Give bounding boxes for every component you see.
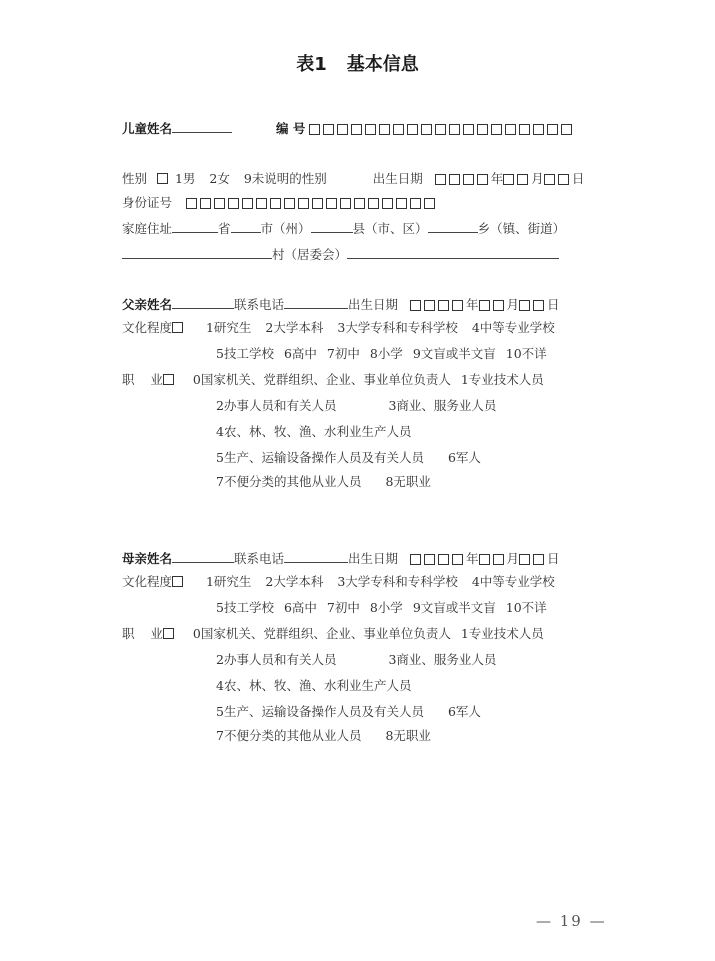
- child-birth-year-boxes[interactable]: [435, 172, 491, 188]
- edu-option: 7初中: [326, 600, 360, 615]
- job-option: 5生产、运输设备操作人员及有关人员: [216, 704, 424, 719]
- child-name-label: 儿童姓名: [122, 121, 173, 136]
- digit-box[interactable]: [368, 198, 379, 209]
- digit-box[interactable]: [503, 174, 514, 185]
- digit-box[interactable]: [298, 198, 309, 209]
- digit-box[interactable]: [479, 300, 490, 311]
- digit-box[interactable]: [558, 174, 569, 185]
- job-option: 1专业技术人员: [460, 372, 544, 387]
- child-gender-row: [122, 171, 584, 188]
- form-title: [0, 50, 715, 76]
- digit-box[interactable]: [421, 124, 432, 135]
- child-name-row: [122, 120, 575, 138]
- job-option: 3商业、服务业人员: [388, 398, 497, 413]
- digit-box[interactable]: [463, 174, 474, 185]
- digit-box[interactable]: [351, 124, 362, 135]
- village-field[interactable]: [122, 246, 272, 259]
- father-occupation-row-3: [216, 424, 411, 440]
- mother-name-field[interactable]: [172, 550, 234, 563]
- digit-box[interactable]: [365, 124, 376, 135]
- digit-box[interactable]: [337, 124, 348, 135]
- digit-box[interactable]: [479, 554, 490, 565]
- digit-box[interactable]: [477, 124, 488, 135]
- digit-box[interactable]: [519, 554, 530, 565]
- edu-option: 10不详: [505, 346, 547, 361]
- father-education-row-2: [216, 346, 547, 362]
- digit-box[interactable]: [449, 174, 460, 185]
- digit-box[interactable]: [477, 174, 488, 185]
- address-label: 家庭住址: [122, 221, 173, 236]
- gender-label: 性别: [122, 171, 148, 186]
- month-label: 月: [531, 171, 544, 186]
- city-label: 市（州）: [260, 221, 311, 236]
- father-birth-label: 出生日期: [348, 297, 399, 312]
- digit-box[interactable]: [547, 124, 558, 135]
- mother-birth-year-boxes[interactable]: [410, 552, 466, 568]
- mother-phone-field[interactable]: [284, 550, 348, 563]
- digit-box[interactable]: [379, 124, 390, 135]
- child-village-row: [122, 246, 559, 263]
- digit-box[interactable]: [493, 300, 504, 311]
- edu-option: 4中等专业学校: [471, 574, 555, 589]
- edu-option: 4中等专业学校: [471, 320, 555, 335]
- digit-box[interactable]: [242, 198, 253, 209]
- city-field[interactable]: [231, 220, 261, 233]
- job-option: 7不便分类的其他从业人员: [216, 728, 362, 743]
- job-option: 8无职业: [385, 728, 431, 743]
- mother-education-label: 文化程度: [122, 574, 173, 589]
- mother-occupation-row-4: [216, 704, 481, 720]
- job-option: 0国家机关、党群组织、企业、事业单位负责人: [192, 372, 451, 387]
- child-birth-month-boxes[interactable]: [503, 172, 531, 188]
- digit-box[interactable]: [410, 300, 421, 311]
- edu-option: 6高中: [283, 346, 317, 361]
- digit-box[interactable]: [354, 198, 365, 209]
- digit-box[interactable]: [452, 554, 463, 565]
- digit-box[interactable]: [340, 198, 351, 209]
- mother-occupation-row-5: [216, 728, 431, 744]
- mother-occupation-checkbox[interactable]: [163, 628, 174, 639]
- digit-box[interactable]: [449, 124, 460, 135]
- father-birth-month-boxes[interactable]: [479, 298, 507, 314]
- town-field[interactable]: [428, 220, 478, 233]
- job-option: 7不便分类的其他从业人员: [216, 474, 362, 489]
- mother-birth-day-boxes[interactable]: [519, 552, 547, 568]
- father-name-field[interactable]: [172, 296, 234, 309]
- mother-occupation-row: [122, 626, 544, 642]
- village-detail-field[interactable]: [347, 246, 559, 259]
- mother-education-row: [122, 574, 555, 590]
- digit-box[interactable]: [561, 124, 572, 135]
- father-occupation-row-4: [216, 450, 481, 466]
- digit-box[interactable]: [424, 554, 435, 565]
- day-label: 日: [547, 551, 560, 566]
- job-option: 2办事人员和有关人员: [216, 398, 337, 413]
- mother-birth-label: 出生日期: [348, 551, 399, 566]
- father-occupation-row-5: [216, 474, 431, 490]
- edu-option: 3大学专科和专科学校: [337, 574, 458, 589]
- county-field[interactable]: [311, 220, 353, 233]
- edu-option: 8小学: [369, 600, 403, 615]
- digit-box[interactable]: [326, 198, 337, 209]
- digit-box[interactable]: [491, 124, 502, 135]
- father-birth-day-boxes[interactable]: [519, 298, 547, 314]
- job-option: 2办事人员和有关人员: [216, 652, 337, 667]
- digit-box[interactable]: [270, 198, 281, 209]
- edu-option: 1研究生: [205, 574, 252, 589]
- edu-option: 6高中: [283, 600, 317, 615]
- child-birth-day-boxes[interactable]: [544, 172, 572, 188]
- edu-option: 10不详: [505, 600, 547, 615]
- digit-box[interactable]: [393, 124, 404, 135]
- edu-option: 3大学专科和专科学校: [337, 320, 458, 335]
- father-birth-year-boxes[interactable]: [410, 298, 466, 314]
- province-label: 省: [218, 221, 231, 236]
- job-option: 4农、林、牧、渔、水利业生产人员: [216, 424, 412, 439]
- child-id-no-label: 编 号: [275, 121, 306, 136]
- gender-option-male: 1男: [174, 171, 196, 186]
- gender-option-unspecified: 9未说明的性别: [243, 171, 327, 186]
- edu-option: 9文盲或半文盲: [412, 600, 496, 615]
- day-label: 日: [571, 171, 585, 186]
- digit-box[interactable]: [424, 300, 435, 311]
- idcard-boxes[interactable]: [186, 196, 438, 212]
- job-option: 3商业、服务业人员: [388, 652, 497, 667]
- mother-education-row-2: [216, 600, 547, 616]
- edu-option: 2大学本科: [265, 574, 324, 589]
- year-label: 年: [466, 297, 479, 312]
- digit-box[interactable]: [312, 198, 323, 209]
- digit-box[interactable]: [382, 198, 393, 209]
- mother-name-label: 母亲姓名: [122, 551, 173, 566]
- mother-occupation-row-3: [216, 678, 411, 694]
- year-label: 年: [466, 551, 479, 566]
- digit-box[interactable]: [200, 198, 211, 209]
- digit-box[interactable]: [424, 198, 435, 209]
- child-birth-label: 出生日期: [372, 171, 423, 186]
- mother-phone-label: 联系电话: [234, 551, 285, 566]
- gender-option-female: 2女: [209, 171, 230, 186]
- edu-option: 9文盲或半文盲: [412, 346, 496, 361]
- digit-box[interactable]: [396, 198, 407, 209]
- digit-box[interactable]: [438, 554, 449, 565]
- father-occupation-row: [122, 372, 544, 388]
- father-education-checkbox[interactable]: [172, 322, 183, 333]
- father-education-row: [122, 320, 555, 336]
- page-number: — 19 —: [536, 912, 607, 930]
- digit-box[interactable]: [463, 124, 474, 135]
- child-name-field[interactable]: [172, 120, 232, 133]
- job-option: 1专业技术人员: [460, 626, 544, 641]
- gender-checkbox[interactable]: [157, 173, 168, 184]
- father-education-label: 文化程度: [122, 320, 173, 335]
- job-option: 8无职业: [385, 474, 431, 489]
- digit-box[interactable]: [228, 198, 239, 209]
- mother-birth-month-boxes[interactable]: [479, 552, 507, 568]
- mother-education-checkbox[interactable]: [172, 576, 183, 587]
- digit-box[interactable]: [256, 198, 267, 209]
- mother-occupation-label: 职 业: [122, 626, 163, 641]
- digit-box[interactable]: [309, 124, 320, 135]
- job-option: 6军人: [447, 450, 481, 465]
- child-address-row: [122, 220, 565, 237]
- title-table-number: 表1: [296, 54, 327, 75]
- digit-box[interactable]: [410, 554, 421, 565]
- mother-occupation-row-2: [216, 652, 496, 668]
- father-name-label: 父亲姓名: [122, 297, 173, 312]
- digit-box[interactable]: [544, 174, 555, 185]
- province-field[interactable]: [172, 220, 218, 233]
- year-label: 年: [490, 171, 504, 186]
- edu-option: 7初中: [326, 346, 360, 361]
- digit-box[interactable]: [323, 124, 334, 135]
- town-label: 乡（镇、街道）: [477, 221, 566, 236]
- father-phone-field[interactable]: [284, 296, 348, 309]
- digit-box[interactable]: [517, 174, 528, 185]
- village-label: 村（居委会）: [272, 247, 348, 262]
- month-label: 月: [506, 297, 520, 312]
- digit-box[interactable]: [284, 198, 295, 209]
- edu-option: 5技工学校: [216, 600, 274, 615]
- digit-box[interactable]: [533, 124, 544, 135]
- digit-box[interactable]: [519, 300, 530, 311]
- digit-box[interactable]: [214, 198, 225, 209]
- edu-option: 2大学本科: [265, 320, 324, 335]
- month-label: 月: [506, 551, 520, 566]
- father-occupation-row-2: [216, 398, 496, 414]
- child-idcard-row: [122, 195, 438, 212]
- idcard-label: 身份证号: [122, 195, 173, 210]
- edu-option: 1研究生: [205, 320, 252, 335]
- digit-box[interactable]: [410, 198, 421, 209]
- digit-box[interactable]: [505, 124, 516, 135]
- digit-box[interactable]: [435, 124, 446, 135]
- job-option: 0国家机关、党群组织、企业、事业单位负责人: [192, 626, 451, 641]
- county-label: 县（市、区）: [352, 221, 428, 236]
- day-label: 日: [547, 297, 560, 312]
- mother-name-row: [122, 550, 560, 568]
- father-phone-label: 联系电话: [234, 297, 285, 312]
- digit-box[interactable]: [519, 124, 530, 135]
- edu-option: 5技工学校: [216, 346, 274, 361]
- job-option: 5生产、运输设备操作人员及有关人员: [216, 450, 424, 465]
- digit-box[interactable]: [533, 300, 544, 311]
- digit-box[interactable]: [493, 554, 504, 565]
- job-option: 4农、林、牧、渔、水利业生产人员: [216, 678, 412, 693]
- digit-box[interactable]: [533, 554, 544, 565]
- job-option: 6军人: [447, 704, 481, 719]
- digit-box[interactable]: [407, 124, 418, 135]
- digit-box[interactable]: [452, 300, 463, 311]
- edu-option: 8小学: [369, 346, 403, 361]
- digit-box[interactable]: [435, 174, 446, 185]
- digit-box[interactable]: [186, 198, 197, 209]
- father-occupation-checkbox[interactable]: [163, 374, 174, 385]
- father-occupation-label: 职 业: [122, 372, 163, 387]
- digit-box[interactable]: [438, 300, 449, 311]
- father-name-row: [122, 296, 560, 314]
- title-text: 基本信息: [346, 54, 419, 75]
- child-id-no-boxes[interactable]: [309, 122, 575, 138]
